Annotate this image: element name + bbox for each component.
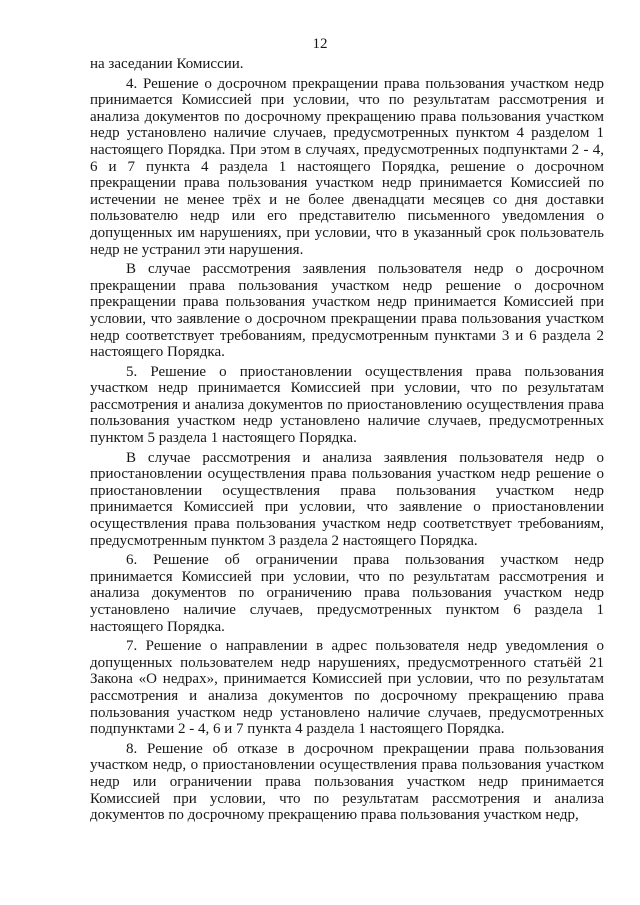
document-body bbox=[90, 56, 604, 824]
paragraph-item-5: 5. Решение о приостановлении осуществления права пользования участком недр принимается Комиссией при условии, что по результатам рассмотрения и анализа документов по приостановлению осуществления права пользования участком недр установлено наличие случаев, предусмотренных пунктом 5 раздела 1 настоящего Порядка. bbox=[90, 363, 604, 447]
page-number: 12 bbox=[312, 36, 328, 52]
paragraph-item-4-application: В случае рассмотрения заявления пользователя недр о досрочном прекращении права пользования участком недр решение о досрочном прекращении права пользования участком недр принимается Комиссией при условии, что заявление о досрочном прекращении права пользования участком недр соответствует требованиям, предусмотренным пунктами 3 и 6 раздела 2 настоящего Порядка. bbox=[90, 261, 604, 361]
paragraph-item-7: 7. Решение о направлении в адрес пользователя недр уведомления о допущенных пользователем недр нарушениях, предусмотренного статьёй 21 Закона «О недрах», принимается Комиссией при условии, что по результатам рассмотрения и анализа документов по досрочному прекращению права пользования участком недр установлено наличие случаев, предусмотренных подпунктами 2 - 4, 6 и 7 пункта 4 раздела 1 настоящего Порядка. bbox=[90, 638, 604, 738]
paragraph-item-6: 6. Решение об ограничении права пользования участком недр принимается Комиссией при условии, что по результатам рассмотрения и анализа документов по ограничению права пользования участком недр установлено наличие случаев, предусмотренных пунктом 6 раздела 1 настоящего Порядка. bbox=[90, 552, 604, 635]
paragraph-item-5-application: В случае рассмотрения и анализа заявления пользователя недр о приостановлении осуществления права пользования участком недр решение о приостановлении осуществления права пользования участком недр принимается Комиссией при условии, что заявление о приостановлении осуществления права пользования участком недр соответствует требованиям, предусмотренным пунктом 3 раздела 2 настоящего Порядка. bbox=[90, 449, 604, 549]
paragraph-item-8: 8. Решение об отказе в досрочном прекращении права пользования участком недр, о приостановлении осуществления права пользования участком недр или ограничении права пользования участком недр принимается Комиссией при условии, что по результатам рассмотрения и анализа документов по досрочному прекращению права пользования участком недр, bbox=[90, 740, 604, 824]
paragraph-item-4: 4. Решение о досрочном прекращении права пользования участком недр принимается Комиссией при условии, что по результатам рассмотрения и анализа документов по досрочному прекращению права пользования участком недр установлено наличие случаев, предусмотренных пунктом 4 разделом 1 настоящего Порядка. При этом в случаях, предусмотренных подпунктами 2 - 4, 6 и 7 пункта 4 раздела 1 настоящего Порядка, решение о досрочном прекращении права пользования участком недр принимается Комиссией по истечении не менее трёх и не более двенадцати месяцев со дня доставки пользователю недр или его представителю письменного уведомления о допущенных им нарушениях, при условии, что в указанный срок пользователь недр не устранил эти нарушения. bbox=[90, 75, 604, 258]
paragraph-continuation: на заседании Комиссии. bbox=[90, 56, 244, 72]
